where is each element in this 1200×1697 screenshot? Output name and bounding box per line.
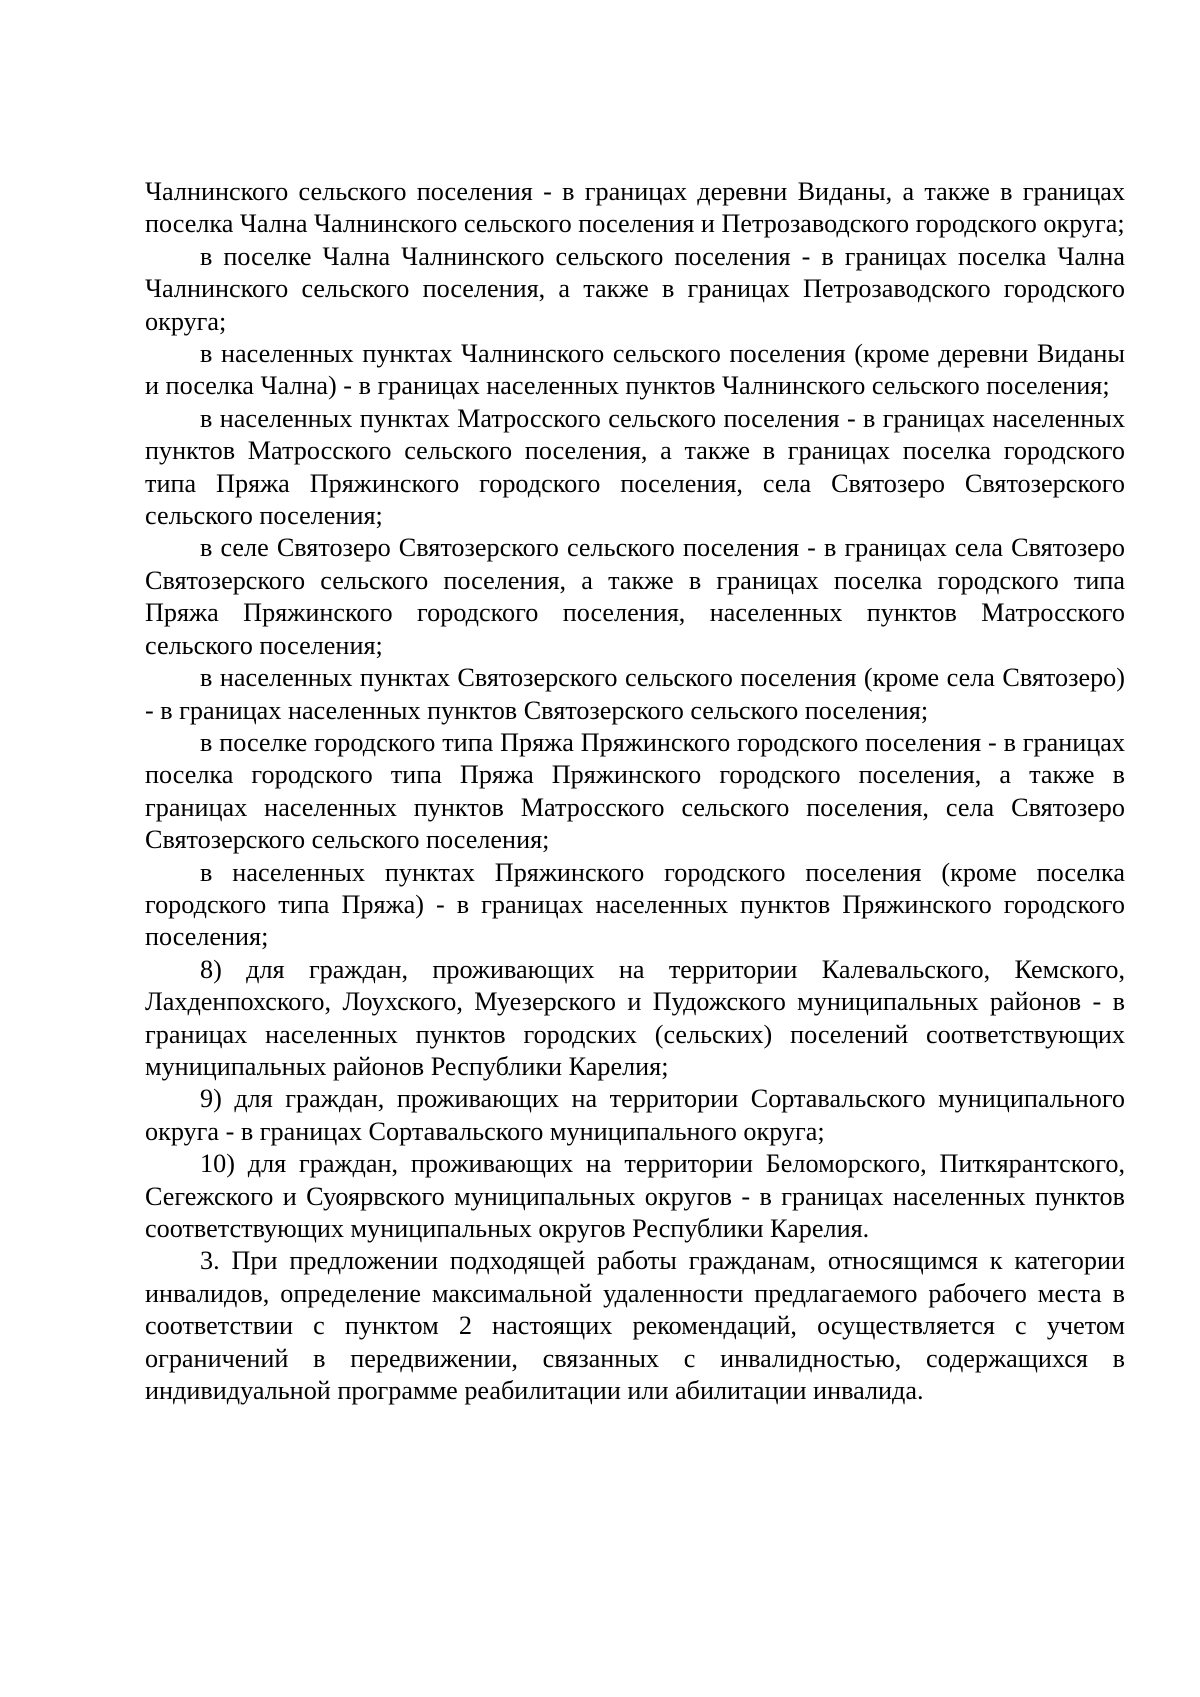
paragraph-chalna-continuation: Чалнинского сельского поселения - в границах деревни Виданы, а также в границах поселка Чална Чалнинского сельского поселения и Петрозаводского городского округа; — [145, 177, 1125, 239]
paragraph-svyatozero-localities: в населенных пунктах Святозерского сельского поселения (кроме села Святозеро) - в границах населенных пунктов Святозерского сельского поселения; — [145, 663, 1125, 725]
paragraph-pryazha-localities: в населенных пунктах Пряжинского городского поселения (кроме поселка городского типа Пряжа) - в границах населенных пунктов Пряжинского городского поселения; — [145, 857, 1125, 952]
paragraph-chalna-settlement: в поселке Чална Чалнинского сельского поселения - в границах поселка Чална Чалнинского сельского поселения, а также в границах Петрозаводского городского округа; — [145, 241, 1125, 336]
paragraph-item-9: 9) для граждан, проживающих на территории Сортавальского муниципального округа - в границах Сортавальского муниципального округа; — [145, 1084, 1125, 1146]
paragraph-section-3: 3. При предложении подходящей работы гражданам, относящимся к категории инвалидов, определение максимальной удаленности предлагаемого рабочего места в соответствии с пунктом 2 настоящих рекомендаций, осуществляется с учетом ограничений в передвижении, связанных с инвалидностью, содержащихся в индивидуальной программе реабилитации или абилитации инвалида. — [145, 1246, 1125, 1406]
paragraph-pryazha-settlement: в поселке городского типа Пряжа Пряжинского городского поселения - в границах поселка городского типа Пряжа Пряжинского городского поселения, а также в границах населенных пунктов Матросского сельского поселения, села Святозеро Святозерского сельского поселения; — [145, 727, 1125, 855]
paragraph-chalna-localities: в населенных пунктах Чалнинского сельского поселения (кроме деревни Виданы и поселка Чална) - в границах населенных пунктов Чалнинского сельского поселения; — [145, 339, 1125, 401]
document-body — [145, 176, 1125, 1407]
paragraph-svyatozero-village: в селе Святозеро Святозерского сельского поселения - в границах села Святозеро Святозерского сельского поселения, а также в границах поселка городского типа Пряжа Пряжинского городского поселения, населенных пунктов Матросского сельского поселения; — [145, 533, 1125, 660]
paragraph-item-8: 8) для граждан, проживающих на территории Калевальского, Кемского, Лахденпохского, Лоухского, Муезерского и Пудожского муниципальных районов - в границах населенных пунктов городских (сельских) поселений соответствующих муниципальных районов Республики Карелия; — [145, 954, 1125, 1081]
paragraph-matrossy-localities: в населенных пунктах Матросского сельского поселения - в границах населенных пунктов Матросского сельского поселения, а также в границах поселка городского типа Пряжа Пряжинского городского поселения, села Святозеро Святозерского сельского поселения; — [145, 403, 1125, 531]
paragraph-item-10: 10) для граждан, проживающих на территории Беломорского, Питкярантского, Сегежского и Суоярвского муниципальных округов - в границах населенных пунктов соответствующих муниципальных округов Республики Карелия. — [145, 1149, 1125, 1243]
